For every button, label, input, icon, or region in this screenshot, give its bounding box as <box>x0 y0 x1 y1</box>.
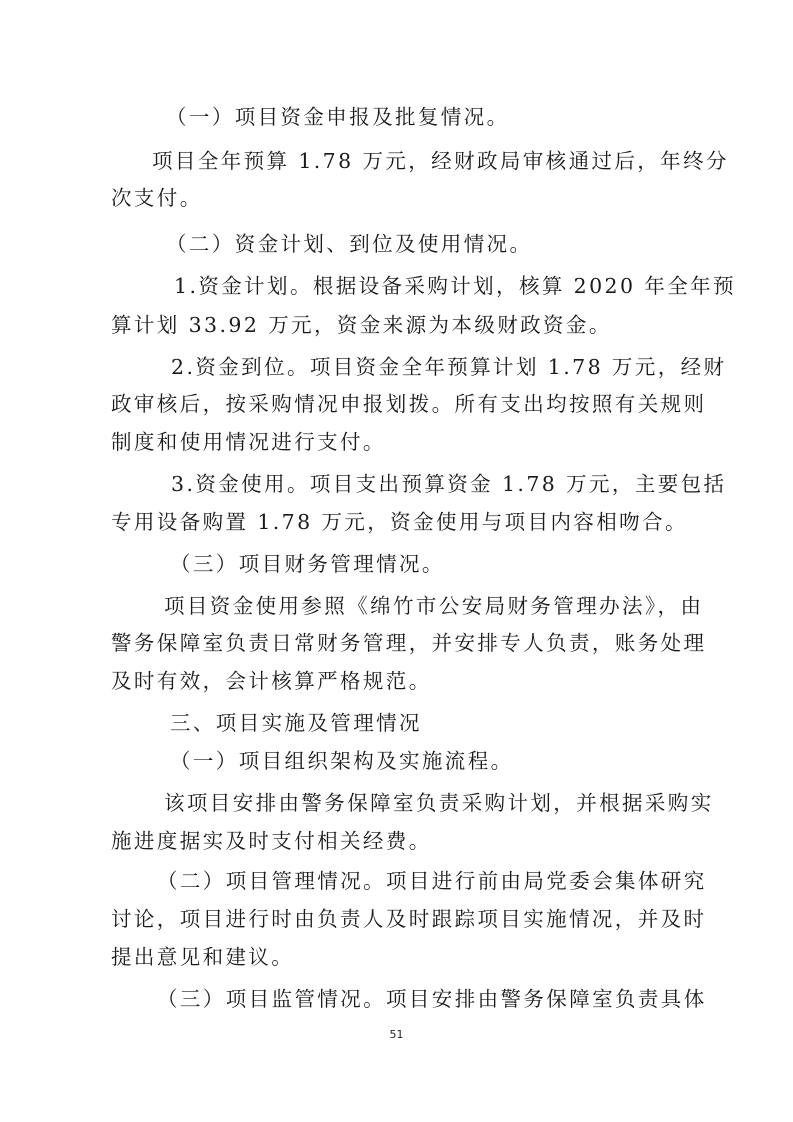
heading-financial-management: （三）项目财务管理情况。 <box>170 552 445 576</box>
paragraph-line: 次支付。 <box>111 186 203 210</box>
paragraph-line: 3.资金使用。项目支出预算资金 1.78 万元，主要包括 <box>171 472 727 496</box>
paragraph-line: 讨论，项目进行时由负责人及时跟踪项目实施情况，并及时 <box>111 907 707 931</box>
paragraph-line: 算计划 33.92 万元，资金来源为本级财政资金。 <box>111 313 612 337</box>
page-number: 51 <box>389 1028 404 1041</box>
paragraph-line: 1.资金计划。根据设备采购计划，核算 2020 年全年预 <box>174 274 736 298</box>
paragraph-line: （二）项目管理情况。项目进行前由局党委会集体研究 <box>157 869 707 893</box>
paragraph-line: 该项目安排由警务保障室负责采购计划，并根据采购实 <box>164 791 714 815</box>
heading-fund-application: （一）项目资金申报及批复情况。 <box>166 105 510 129</box>
paragraph-line: 项目全年预算 1.78 万元，经财政局审核通过后，年终分 <box>152 149 729 173</box>
paragraph-line: （三）项目监管情况。项目安排由警务保障室负责具体 <box>157 987 707 1011</box>
paragraph-line: 项目资金使用参照《绵竹市公安局财务管理办法》，由 <box>164 594 704 618</box>
section-heading: 三、项目实施及管理情况 <box>170 711 422 735</box>
heading-organization: （一）项目组织架构及实施流程。 <box>170 749 514 773</box>
paragraph-line: 政审核后，按采购情况申报划拨。所有支出均按照有关规则 <box>111 392 707 416</box>
paragraph-line: 制度和使用情况进行支付。 <box>111 430 386 454</box>
heading-fund-plan: （二）资金计划、到位及使用情况。 <box>166 232 533 256</box>
paragraph-line: 2.资金到位。项目资金全年预算计划 1.78 万元，经财 <box>171 355 727 379</box>
paragraph-line: 专用设备购置 1.78 万元，资金使用与项目内容相吻合。 <box>111 510 688 534</box>
paragraph-line: 警务保障室负责日常财务管理，并安排专人负责，账务处理 <box>111 631 707 655</box>
paragraph-line: 及时有效，会计核算严格规范。 <box>111 669 432 693</box>
paragraph-line: 提出意见和建议。 <box>111 945 295 969</box>
paragraph-line: 施进度据实及时支付相关经费。 <box>111 829 432 853</box>
